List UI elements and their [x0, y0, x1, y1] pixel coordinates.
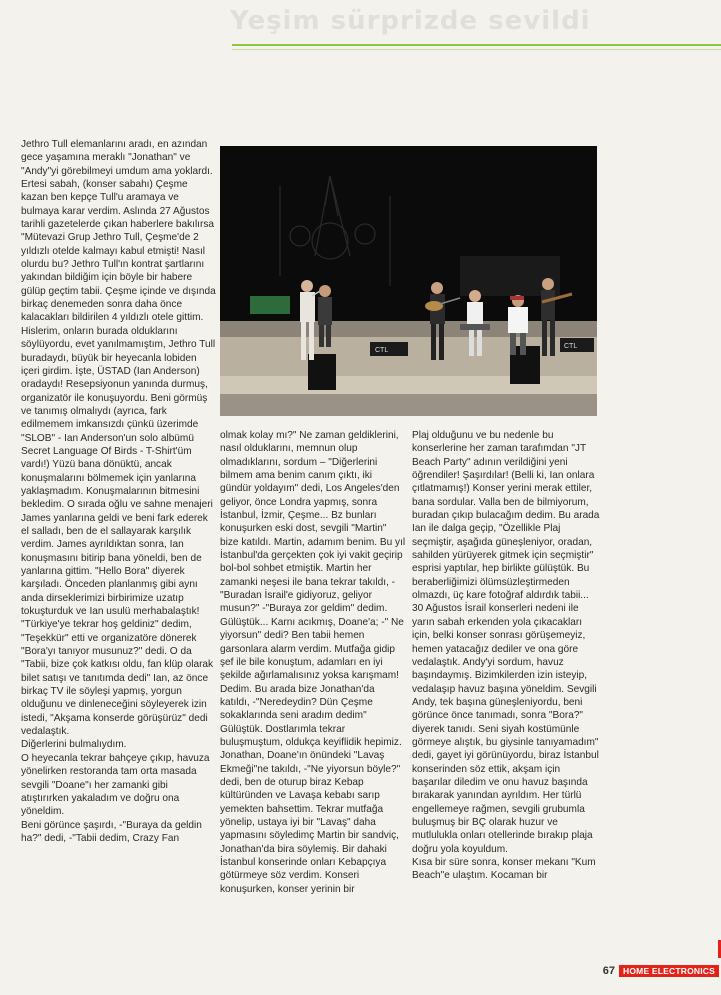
magazine-brand-badge: HOME ELECTRONICS	[619, 965, 719, 977]
stage-monitor-sign-left: CTL	[375, 347, 389, 354]
article-column-3: Plaj olduğunu ve bu nedenle bu konserlerine her zaman tarafımdan "JT Beach Party" adının verildiğini yeni öğrendiler! Şaşırdılar! (Belli ki, Ian onlara çıtlatmamış!) Konser yerini merak ettiler, bana sordular. Valla ben de bilmiyorum, buradan çıkıp bulacağım dedim. Bu arada Ian ile dalga geçip, "Özellikle Plaj seçmiştir, aşağıda güneşleniyor, oradan, sahilden yürüyerek gitmek için seçmiştir" esprisi yaptılar, hep birlikte gülüştük. Bu beraberliğimizi ölümsüzleştirmeden olmazdı, üç kare fotoğraf aldırdık tabii... 30 Ağustos İsrail konserleri nedeni ile yarın sabah erkenden yola çıkacakları için, belki konser sonrası görüşemeyiz, hemen yatacağız dediler ve ona göre vedalaştık. Andy'yi sordum, havuz başındaymış. Bizimkilerden izin isteyip, vedalaşıp havuz başına yöneldim. Sevgili Andy, tek başına güneşleniyordu, beni görünce önce tanımadı, sonra "Bora?" diyerek tanıdı. Seni siyah kostümünle görmeye alıştık, bu giysinle tanıyamadım" dedi, gayet iyi görünüyordu, biraz İstanbul konserinden söz ettik, akşam için başarılar diledim ve onu havuz başında bırakarak yanından ayrıldım. Her türlü engellemeye rağmen, sevgili grubumla buluşmuş bir BÇ olarak huzur ve mutlulukla onları otellerinde bırakıp plaja doğru yola koyuldum. Kısa bir süre sonra, konser mekanı "Kum Beach"e ulaştım. Kocaman bir	[412, 430, 600, 882]
concert-photo	[220, 146, 597, 416]
page-number: 67	[602, 964, 616, 977]
page-footer	[603, 964, 719, 977]
article-column-1: Jethro Tull elemanlarını aradı, en azından gece yaşamına meraklı "Jonathan" ve "Andy"yi görebilmeyi umdum ama yoklardı. Ertesi sabah, (konser sabahı) Çeşme kazan ben kepçe Tull'u aramaya ve bulmaya karar verdim. Aslında 27 Ağustos tarihli gazetelerde çıkan haberlere bakılırsa "Mütevazi Grup Jethro Tull, Çeşme'de 2 yıldızlı otelde kalmayı kabul etmişti! Nasıl olurdu bu? Jethro Tull'ın kontrat şartlarını yakından bildiğim için böyle bir habere gülüp geçtim tabii. Çeşme içinde ve dışında birkaç denemeden sonra daha önce kalacakları bildirilen 4 yıldızlı otele gittim. Hislerim, onların burada olduklarını söylüyordu, evet yanılmamıştım, Jethro Tull buradaydı, büyük bir heyecanla lobiden içeri girdim. İşte, ÜSTAD (Ian Anderson) oradaydı! Resepsiyonun yanında durmuş, organizatör ile konuşuyordu. Beni görmüş ve tanımış olmalıydı (ayrıca, fark edilmemem imkansızdı çünkü üzerimde "SLOB" - Ian Anderson'un solo albümü Secret Language Of Birds - T-Shirt'üm vardı!) Yüzü bana dönüktü, ancak konuşmalarını bölmemek için yanlarına yaklaşmadım. Konuşmalarının bitmesini bekledim. O sırada oğlu ve sahne menajeri James yanlarına geldi ve beni fark ederek el salladı, ben de el sallayarak karşılık verdim. James ayrıldıktan sonra, Ian konuşmasını bitirip bana yöneldi, ben de yanlarına gittim. "Hello Bora" diyerek karşıladı. Önceden planlanmış gibi aynı anda dirseklerimizi birbirimize uzatıp tokuşturduk ve Ian usulü merhabalaştık! "Türkiye'ye tekrar hoş geldiniz" dedim, "Teşekkür" etti ve organizatöre dönerek "Bora'yı tanıyor musunuz?" dedi. O da "Tabii, bize çok katkısı oldu, fan klüp olarak bilet satışı ve tanıtımda dedi" Ian, az önce birkaç TV ile söyleşi yapmış, yorgun olduğunu ve dinleneceğini söyleyerek izin istedi, "Akşama konserde görüşürüz" dedi vedalaştık. Diğerlerini bulmalıydım. O heyecanla tekrar bahçeye çıkıp, havuza yönelirken restoranda tam orta masada sevgili "Doane"ı her zamanki gibi atıştırırken yakaladım ve doğru ona yöneldim. Beni görünce şaşırdı, -"Buraya da geldin ha?" dedi, -"Tabii dedim, Crazy Fan	[21, 139, 216, 844]
header-rule	[232, 44, 721, 46]
article-column-2: olmak kolay mı?" Ne zaman geldiklerini, nasıl olduklarını, memnun olup olmadıklarını, sordum – "Diğerlerini bilmem ama benim canım çıktı, iki gündür yoldayım" dedi, Los Angeles'den geliyor, önce Londra yapmış, sonra İstanbul, İzmir, Çeşme... Bz bunları konuşurken eski dost, sevgili "Martin" bize katıldı. Martin, adamım benim. Bu yıl İstanbul'da gerçekten çok iyi vakit geçirip bol-bol sohbet etmiştik. Martin her zamanki neşesi ile bana tekrar takıldı, -"Buradan İsrail'e gidiyoruz, geliyor musun?" -"Buraya zor geldim" dedim. Gülüştük... Karnı acıkmış, Doane'a; -" Ne yiyorsun" dedi? Ben tabii hemen garsonlara alarm verdim. Mutfağa gidip şef ile bile konuştum, adamları en iyi şekilde ağırlamalısınız yoksa karışmam! Dedim. Bu arada bize Jonathan'da katıldı, -"Neredeydin? Dün Çeşme sokaklarında seni aradım dedim" Gülüştük. Dostlarımla tekrar buluşmuştum, oldukça keyiflidik hepimiz. Jonathan, Doane'ın önündeki "Lavaş Ekmeği"ne takıldı, -"Ne yiyorsun böyle?" dedi, ben de oturup biraz Kebap kültüründen ve Lavaşa kebabı sarıp yemekten bahsettim. Tekrar mutfağa yönelip, ustaya iyi bir "Lavaş" daha yapmasını söyledimç Martin bir sandviç, Jonathan'da bira söylemiş. Bir dahaki İstanbul konserinde onları Kebapçıya götürmeye söz verdim. Konseri konuşurken, konser yerinin bir	[220, 430, 406, 895]
concert-stage-illustration	[220, 146, 597, 416]
header-rule-thin	[232, 49, 721, 50]
stage-monitor-sign-right: CTL	[564, 343, 578, 350]
section-title-ghost: Yeşim sürprizde sevildi	[230, 6, 591, 36]
